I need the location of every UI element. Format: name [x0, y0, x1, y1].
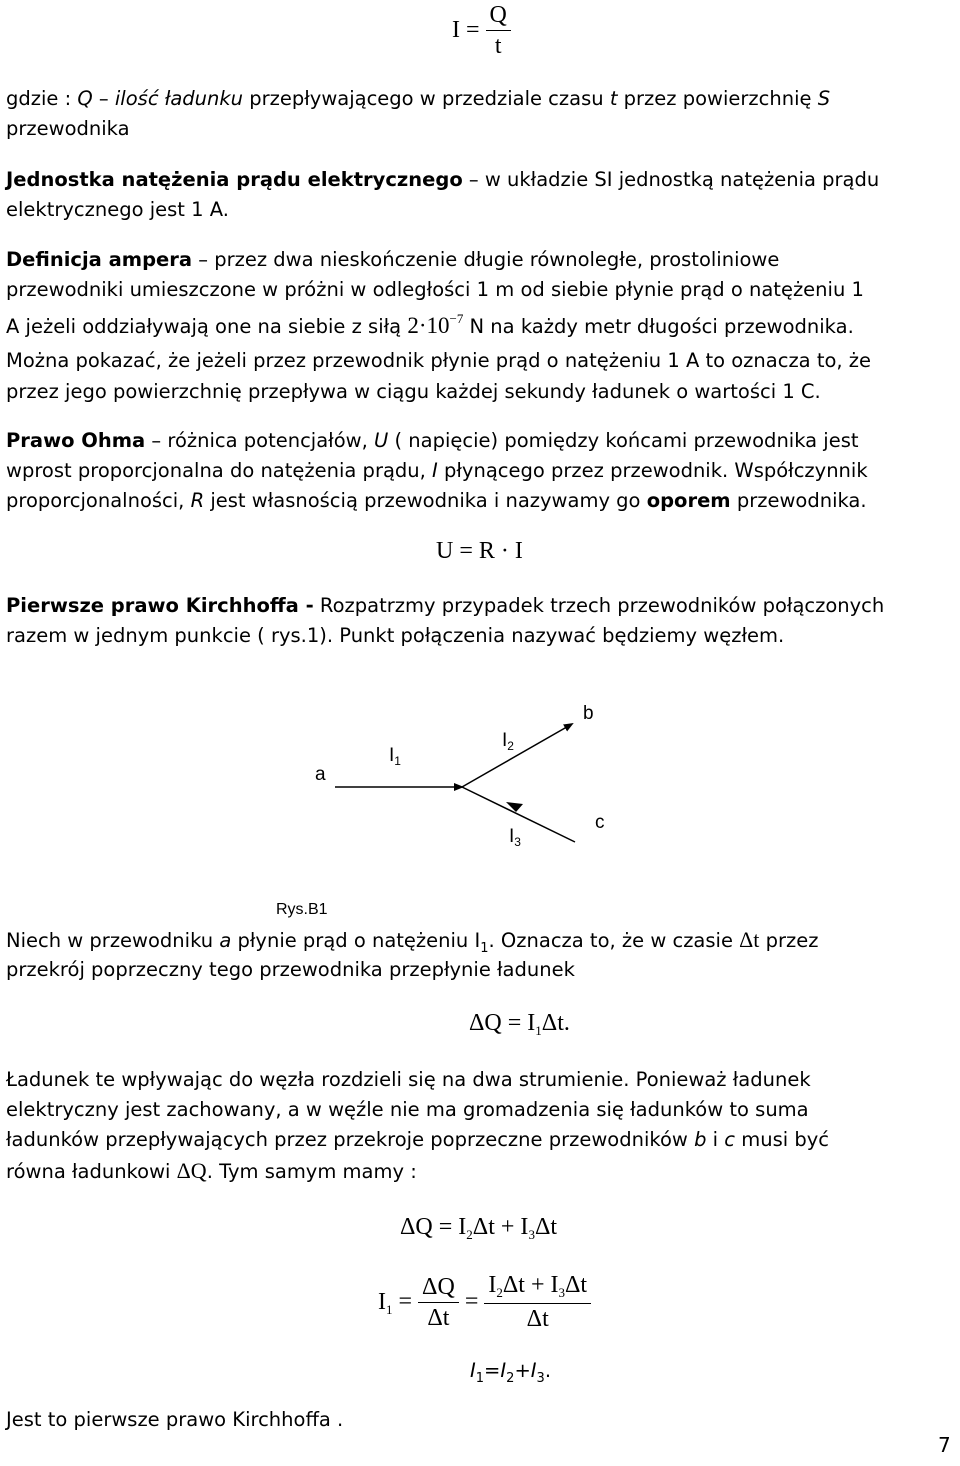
text: . Tym samym mamy :: [206, 1160, 417, 1183]
symbol-q: Q: [77, 87, 93, 110]
subscript: 2: [506, 1371, 515, 1386]
text: równa ładunkowi: [6, 1160, 177, 1183]
figure-caption: Rys.B1: [276, 901, 328, 918]
term-bold: Jednostka natężenia prądu elektrycznego: [6, 168, 463, 191]
subscript: 1: [386, 1301, 393, 1317]
text: . Oznacza to, że w czasie: [488, 929, 740, 952]
period: .: [544, 1359, 552, 1382]
equation-charge: [469, 1010, 570, 1037]
text: Rozpatrzmy przypadek trzech przewodników połączonych: [313, 594, 885, 617]
eq-denominator: t: [494, 33, 502, 59]
symbol-s: S: [817, 87, 831, 110]
fraction-2: [484, 1270, 591, 1334]
paragraph-where: [6, 84, 956, 114]
symbol-a: a: [219, 929, 232, 952]
label-a: a: [315, 764, 326, 785]
symbol-t: t: [609, 87, 618, 110]
text: – różnica potencjałów,: [145, 429, 374, 452]
text: –: [92, 87, 115, 110]
symbol-r: R: [190, 489, 205, 512]
paragraph-charge-line3: [6, 1125, 956, 1155]
subscript: 2: [466, 1227, 473, 1242]
paragraph-unit-line2: elektrycznego jest 1 A.: [6, 198, 229, 221]
eq-lhs: I =: [452, 17, 480, 43]
term-bold: oporem: [646, 489, 731, 512]
paragraph-kirchhoff: [6, 591, 956, 621]
math-force: 2·10: [407, 313, 450, 338]
subscript: 3: [536, 1371, 545, 1386]
equation-fraction: [378, 1270, 591, 1334]
text: Δt.: [541, 1010, 570, 1036]
label-b: b: [583, 703, 594, 724]
paragraph-unit: [6, 165, 956, 195]
symbol-i: I: [432, 459, 438, 482]
text: przez: [759, 929, 819, 952]
eq-lhs: [378, 1289, 393, 1315]
equals: =: [392, 1288, 419, 1315]
wire-b: [462, 724, 572, 787]
text: – w układzie SI jednostką natężenia prądu: [462, 168, 880, 191]
paragraph-ampere-line2: przewodniki umieszczone w próżni w odległości 1 m od siebie płynie prąd o natężeniu 1: [6, 278, 864, 301]
text: przepływającego w przedziale czasu: [243, 87, 610, 110]
numerator: [484, 1270, 591, 1304]
term-bold: Definicja ampera: [6, 248, 193, 271]
fraction-1: [418, 1272, 459, 1333]
symbol-i2: I: [500, 1359, 507, 1382]
equals: =: [458, 1288, 485, 1315]
paragraph-charge-line2: elektryczny jest zachowany, a w węźle nie ma gromadzenia się ładunków to suma: [6, 1098, 809, 1121]
paragraph-ohm-line2: [6, 456, 956, 486]
text: jest własnością przewodnika i nazywamy go: [204, 489, 647, 512]
text: I: [378, 1288, 386, 1315]
text: proporcjonalności,: [6, 489, 191, 512]
text-italic: ilość ładunku: [114, 87, 244, 110]
node-diagram: [0, 680, 960, 940]
text: gdzie :: [6, 87, 78, 110]
text: przez powierzchnię: [617, 87, 818, 110]
paragraph-charge-line4: [6, 1156, 956, 1187]
denominator: Δt: [526, 1306, 549, 1332]
text: I: [488, 1272, 497, 1298]
denominator: Δt: [427, 1304, 450, 1331]
label-i1: [389, 745, 401, 767]
equation-current-definition: [452, 0, 511, 61]
subscript: 2: [496, 1285, 503, 1300]
paragraph-where-line2: przewodnika: [6, 117, 130, 140]
paragraph-ampere: [6, 245, 956, 275]
paragraph-ohm: [6, 426, 956, 456]
subscript: 3: [514, 835, 521, 849]
label-c: c: [595, 812, 605, 833]
term-bold: Prawo Ohma: [6, 429, 146, 452]
subscript: 1: [480, 941, 489, 956]
equation-sum: [400, 1214, 557, 1241]
paragraph-ohm-line3: [6, 486, 956, 516]
text: Δt + I: [472, 1214, 529, 1240]
paragraph-kirchhoff-line2: razem w jednym punkcie ( rys.1). Punkt połączenia nazywać będziemy węzłem.: [6, 624, 785, 647]
text: musi być: [735, 1128, 829, 1151]
text: Δt: [534, 1214, 558, 1240]
paragraph-niech: [6, 925, 956, 959]
paragraph-charge: Ładunek te wpływając do węzła rozdzieli się na dwa strumienie. Ponieważ ładunek: [6, 1068, 811, 1091]
term-bold: Pierwsze prawo Kirchhoffa -: [6, 594, 314, 617]
text: ładunków przepływających przez przekroje poprzeczne przewodników: [6, 1128, 695, 1151]
text: N na każdy metr długości przewodnika.: [463, 315, 854, 338]
text: płynącego przez przewodnik. Współczynnik: [437, 459, 868, 482]
paragraph-ampere-line3: [6, 311, 956, 344]
subscript: 1: [535, 1023, 542, 1038]
numerator: ΔQ: [418, 1272, 459, 1303]
subscript: 2: [507, 739, 514, 753]
equals: =: [484, 1359, 501, 1382]
text: ( napięcie) pomiędzy końcami przewodnika jest: [388, 429, 859, 452]
equation-ohm: U = R · I: [436, 538, 523, 564]
text: – przez dwa nieskończenie długie równoległe, prostoliniowe: [192, 248, 780, 271]
paragraph-ampere-line4: Można pokazać, że jeżeli przez przewodnik płynie prąd o natężeniu 1 A to oznacza to, że: [6, 349, 872, 372]
subscript: 1: [394, 754, 401, 768]
paragraph-niech-line2: przekrój poprzeczny tego przewodnika przepłynie ładunek: [6, 958, 575, 981]
text: I: [509, 826, 515, 847]
text: Δt + I: [502, 1272, 559, 1298]
text: I: [502, 730, 508, 751]
label-i2: [502, 730, 514, 752]
arrow-i3: [506, 802, 523, 812]
label-i3: [509, 826, 521, 848]
text: Δt: [565, 1272, 588, 1298]
equation-kirchhoff: [470, 1356, 670, 1389]
closing-line: Jest to pierwsze prawo Kirchhoffa .: [6, 1408, 344, 1431]
subscript: 1: [475, 1371, 485, 1386]
math-exponent: −7: [449, 311, 464, 326]
eq-numerator: Q: [486, 0, 511, 31]
eq-fraction: [486, 0, 511, 61]
text: Niech w przewodniku: [6, 929, 220, 952]
plus: +: [514, 1359, 531, 1382]
symbol-u: U: [373, 429, 389, 452]
subscript: 3: [528, 1227, 535, 1242]
symbol-i1: I: [470, 1359, 476, 1382]
page-number: 7: [938, 1433, 951, 1457]
text: wprost proporcjonalna do natężenia prądu,: [6, 459, 433, 482]
subscript: 3: [558, 1285, 565, 1300]
symbol-b: b: [694, 1128, 707, 1151]
text: przewodnika.: [730, 489, 867, 512]
symbol-i3: I: [530, 1359, 537, 1382]
text: i: [706, 1128, 725, 1151]
text: ΔQ = I: [469, 1010, 536, 1036]
text: I: [389, 745, 395, 766]
text: A jeżeli oddziaływają one na siebie z siłą: [6, 315, 408, 338]
symbol-c: c: [724, 1128, 736, 1151]
math-dt: Δt: [739, 927, 760, 952]
text: płynie prąd o natężeniu I: [231, 929, 481, 952]
text: ΔQ = I: [400, 1214, 467, 1240]
math-dq: ΔQ: [176, 1158, 207, 1183]
paragraph-ampere-line5: przez jego powierzchnię przepływa w ciągu każdej sekundy ładunek o wartości 1 C.: [6, 380, 821, 403]
